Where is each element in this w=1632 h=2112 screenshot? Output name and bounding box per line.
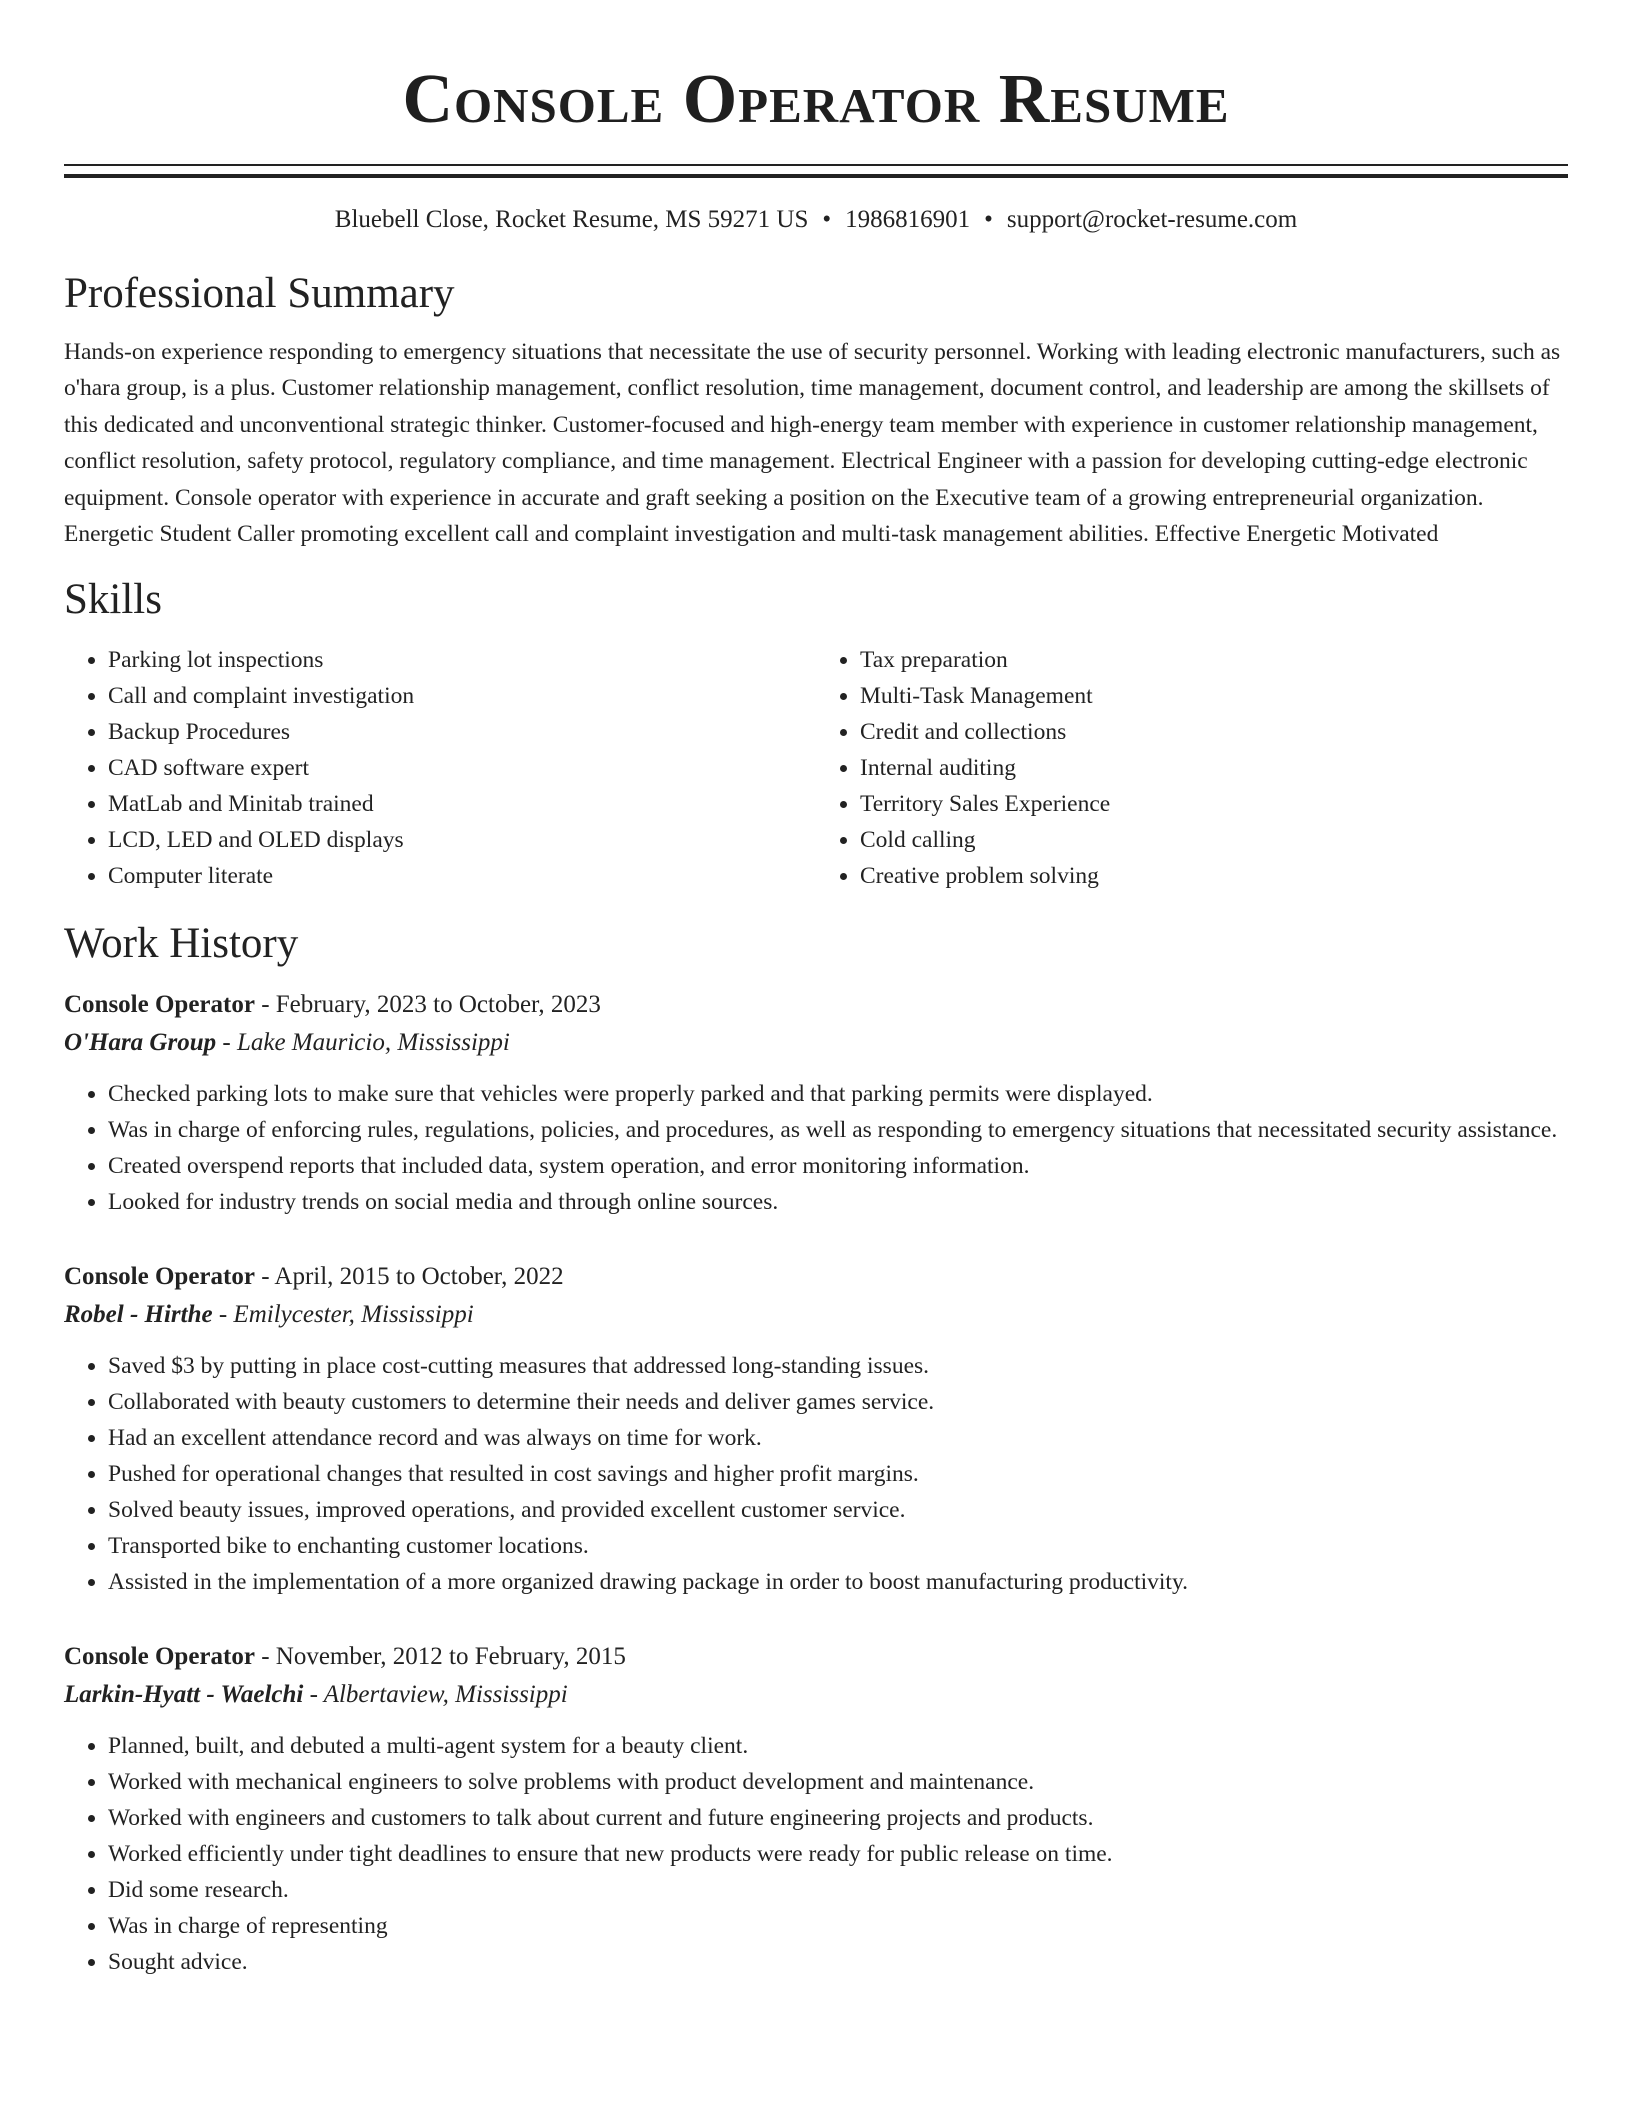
job-duty: • Collaborated with beauty customers to determine their needs and deliver games service. <box>108 1384 1568 1420</box>
job-duty: • Transported bike to enchanting customer locations. <box>108 1528 1568 1564</box>
job-duty: • Had an excellent attendance record and was always on time for work. <box>108 1420 1568 1456</box>
work-history-section <box>64 918 1568 1980</box>
job-duty: • Looked for industry trends on social media and through online sources. <box>108 1184 1568 1220</box>
job-company-line <box>64 1296 1568 1334</box>
job-dates: - February, 2023 to October, 2023 <box>254 991 601 1019</box>
job-dates: - April, 2015 to October, 2022 <box>254 1263 564 1291</box>
job-duty: • Sought advice. <box>108 1944 1568 1980</box>
skills-columns <box>64 642 1568 894</box>
skill-item: • Backup Procedures <box>108 714 816 750</box>
job-title-line <box>64 986 1568 1024</box>
contact-address: Bluebell Close, Rocket Resume, MS 59271 US <box>334 206 809 233</box>
skill-item: • Creative problem solving <box>860 858 1568 894</box>
skill-item: • Cold calling <box>860 822 1568 858</box>
job-entry <box>64 986 1568 1220</box>
job-company-line <box>64 1676 1568 1714</box>
skill-item: • Credit and collections <box>860 714 1568 750</box>
contact-separator: • <box>984 206 993 233</box>
summary-section <box>64 268 1568 552</box>
job-title-line <box>64 1638 1568 1676</box>
job-dates: - November, 2012 to February, 2015 <box>254 1643 626 1671</box>
job-duty: • Created overspend reports that included data, system operation, and error monitoring information. <box>108 1148 1568 1184</box>
job-duties <box>64 1348 1568 1600</box>
job-company: Larkin-Hyatt - Waelchi <box>64 1681 304 1709</box>
skills-list-right <box>816 642 1568 894</box>
resume-title: Console Operator Resume <box>402 61 1230 138</box>
job-duty: • Was in charge of representing <box>108 1908 1568 1944</box>
contact-phone: 1986816901 <box>845 206 971 233</box>
job-duty: • Assisted in the implementation of a more organized drawing package in order to boost manufacturing productivity. <box>108 1564 1568 1600</box>
job-company: O'Hara Group <box>64 1029 217 1057</box>
job-company-line <box>64 1024 1568 1062</box>
job-duties <box>64 1728 1568 1980</box>
summary-text: Hands-on experience responding to emergency situations that necessitate the use of security personnel. Working with leading electronic manufacturers, such as o'hara group, is a plus. Customer relationship management, conflict resolution, time management, document control, and leadership are among the skillsets of this dedicated and unconventional strategic thinker. Customer-focused and high-energy team member with experience in customer relationship management, conflict resolution, safety protocol, regulatory compliance, and time management. Electrical Engineer with a passion for developing cutting-edge electronic equipment. Console operator with experience in accurate and graft seeking a position on the Executive team of a growing entrepreneurial organization. Energetic Student Caller promoting excellent call and complaint investigation and multi-task management abilities. Effective Energetic Motivated <box>64 339 1561 548</box>
job-entry <box>64 1638 1568 1980</box>
job-duty: • Solved beauty issues, improved operations, and provided excellent customer service. <box>108 1492 1568 1528</box>
skill-item: • Multi-Task Management <box>860 678 1568 714</box>
job-title: Console Operator <box>64 1643 255 1671</box>
job-entry <box>64 1258 1568 1600</box>
job-duties <box>64 1076 1568 1220</box>
job-company: Robel - Hirthe <box>64 1301 213 1329</box>
skill-item: • LCD, LED and OLED displays <box>108 822 816 858</box>
skills-heading: Skills <box>64 576 162 624</box>
skill-item: • Tax preparation <box>860 642 1568 678</box>
job-title: Console Operator <box>64 1263 255 1291</box>
job-duty: • Saved $3 by putting in place cost-cutting measures that addressed long-standing issues. <box>108 1348 1568 1384</box>
skill-item: • Computer literate <box>108 858 816 894</box>
job-location: - Emilycester, Mississippi <box>212 1301 474 1329</box>
job-duty: • Was in charge of enforcing rules, regulations, policies, and procedures, as well as responding to emergency situations that necessitated security assistance. <box>108 1112 1568 1148</box>
job-duty: • Worked with engineers and customers to talk about current and future engineering projects and products. <box>108 1800 1568 1836</box>
skill-item: • Internal auditing <box>860 750 1568 786</box>
contact-email: support@rocket-resume.com <box>1006 206 1298 233</box>
job-location: - Albertaview, Mississippi <box>303 1681 568 1709</box>
skill-item: • MatLab and Minitab trained <box>108 786 816 822</box>
skill-item: • CAD software expert <box>108 750 816 786</box>
contact-line <box>64 204 1568 236</box>
job-duty: • Pushed for operational changes that resulted in cost savings and higher profit margins. <box>108 1456 1568 1492</box>
job-location: - Lake Mauricio, Mississippi <box>216 1029 510 1057</box>
job-duty: • Worked with mechanical engineers to solve problems with product development and maintenance. <box>108 1764 1568 1800</box>
job-title: Console Operator <box>64 991 255 1019</box>
job-title-line <box>64 1258 1568 1296</box>
skill-item: • Call and complaint investigation <box>108 678 816 714</box>
skill-item: • Parking lot inspections <box>108 642 816 678</box>
job-duty: • Planned, built, and debuted a multi-agent system for a beauty client. <box>108 1728 1568 1764</box>
skills-list-left <box>64 642 816 894</box>
summary-heading: Professional Summary <box>64 270 455 317</box>
contact-separator: • <box>822 206 832 233</box>
title-divider <box>64 164 1568 178</box>
job-duty: • Did some research. <box>108 1872 1568 1908</box>
skills-section <box>64 574 1568 894</box>
job-duty: • Worked efficiently under tight deadlines to ensure that new products were ready for public release on time. <box>108 1836 1568 1872</box>
work-history-heading: Work History <box>64 920 299 968</box>
skill-item: • Territory Sales Experience <box>860 786 1568 822</box>
job-duty: • Checked parking lots to make sure that vehicles were properly parked and that parking permits were displayed. <box>108 1076 1568 1112</box>
